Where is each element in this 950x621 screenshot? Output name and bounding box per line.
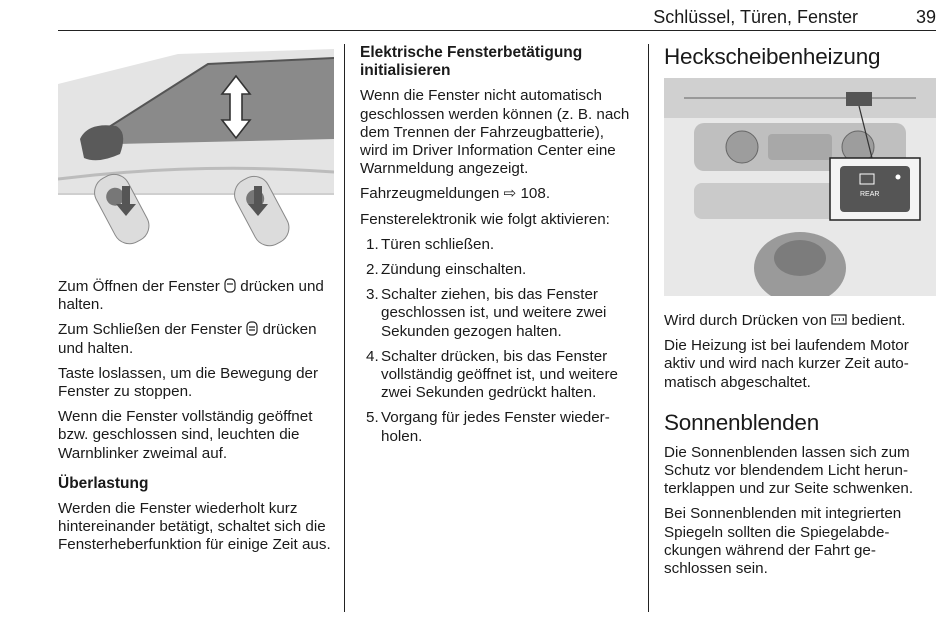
- window-key-illustration: [58, 44, 334, 264]
- paragraph-close-window: [58, 321, 334, 357]
- step-text: Vorgang für jedes Fenster wiederholen.: [381, 409, 610, 445]
- heading-initialize: Elektrische Fensterbetätigung initialisieren: [360, 44, 583, 80]
- rear-button-label: REAR: [860, 191, 880, 198]
- heading-overload: Überlastung: [58, 474, 149, 492]
- list-item: [360, 261, 634, 279]
- text: bedient.: [851, 312, 906, 329]
- list-item: [360, 348, 634, 403]
- paragraph-open-window: [58, 278, 334, 314]
- step-text: Schalter drücken, bis das Fenster vollständig geöffnet ist, und weitere zwei Sekunden gedrückt halten.: [381, 347, 618, 402]
- column-divider: [648, 44, 649, 612]
- step-text: Türen schließen.: [381, 235, 495, 253]
- step-number: 3.: [366, 286, 379, 304]
- column-left: [58, 44, 334, 562]
- paragraph-overload: Werden die Fenster wiederholt kurz hintereinander betätigt, schaltet sich die Fensterheberfunktion für einige Zeit aus.: [58, 500, 331, 554]
- text: Zum Öffnen der Fenster: [58, 278, 220, 295]
- header-title: Schlüssel, Türen, Fenster: [653, 7, 858, 27]
- list-item: [360, 286, 634, 341]
- step-number: 1.: [366, 235, 379, 253]
- paragraph-release: Taste loslassen, um die Bewegung der Fenster zu stoppen.: [58, 364, 319, 401]
- step-text: Schalter ziehen, bis das Fenster geschlossen ist, und weitere zwei Sekunden gezogen halten.: [381, 286, 607, 340]
- heading-sun-visors: Sonnenblenden: [664, 409, 820, 435]
- text: Zum Schließen der Fenster: [58, 321, 243, 339]
- paragraph-mirrors: Bei Sonnenblenden mit integrierten Spiegeln sollten die Spiegelabdeckungen während der Fahrt geschlossen sein.: [664, 505, 902, 578]
- center-console-illustration: [664, 78, 936, 296]
- page-header: [58, 0, 936, 31]
- column-middle: [360, 44, 634, 453]
- step-number: 5.: [366, 409, 379, 427]
- step-text: Zündung einschalten.: [381, 261, 527, 279]
- window-open-icon: [224, 278, 236, 293]
- rear-window-heating-icon: [831, 314, 847, 327]
- paragraph-activate: Fensterelektronik wie folgt aktivieren:: [360, 210, 610, 228]
- paragraph-rear-auto-off: Die Heizung ist bei laufendem Motor aktiv und wird nach kurzer Zeit automatisch abgeschaltet.: [664, 337, 909, 391]
- paragraph-sun-visors: Die Sonnenblenden lassen sich zum Schutz vor blendendem Licht herunterklappen und zur Seite schwenken.: [664, 443, 914, 498]
- paragraph-warning: Wenn die Fenster nicht automatisch geschlossen werden können (z. B. nach dem Trennen der Fahrzeugbatterie), wird im Driver Information Center eine Warnmeldung angezeigt.: [360, 87, 630, 178]
- list-item: [360, 236, 634, 254]
- text: drücken und halten.: [58, 321, 317, 357]
- paragraph-hazard: Wenn die Fenster vollständig geöffnet bzw. geschlossen sind, leuchten die Warnblinker zweimal auf.: [58, 408, 313, 462]
- column-divider: [344, 44, 345, 612]
- column-right: [664, 44, 936, 585]
- paragraph-rear-operation: [664, 312, 936, 330]
- text: drücken und halten.: [58, 278, 324, 314]
- step-number: 2.: [366, 261, 379, 279]
- steps-list: [360, 236, 634, 446]
- heading-rear-heating: Heckscheibenheizung: [664, 44, 881, 69]
- step-number: 4.: [366, 347, 379, 365]
- page-number: 39: [915, 7, 936, 27]
- text: Wird durch Drücken von: [664, 312, 827, 329]
- list-item: [360, 409, 634, 445]
- window-close-icon: [246, 321, 258, 336]
- paragraph-vehicle-messages: Fahrzeugmeldungen ⇨ 108.: [360, 185, 551, 203]
